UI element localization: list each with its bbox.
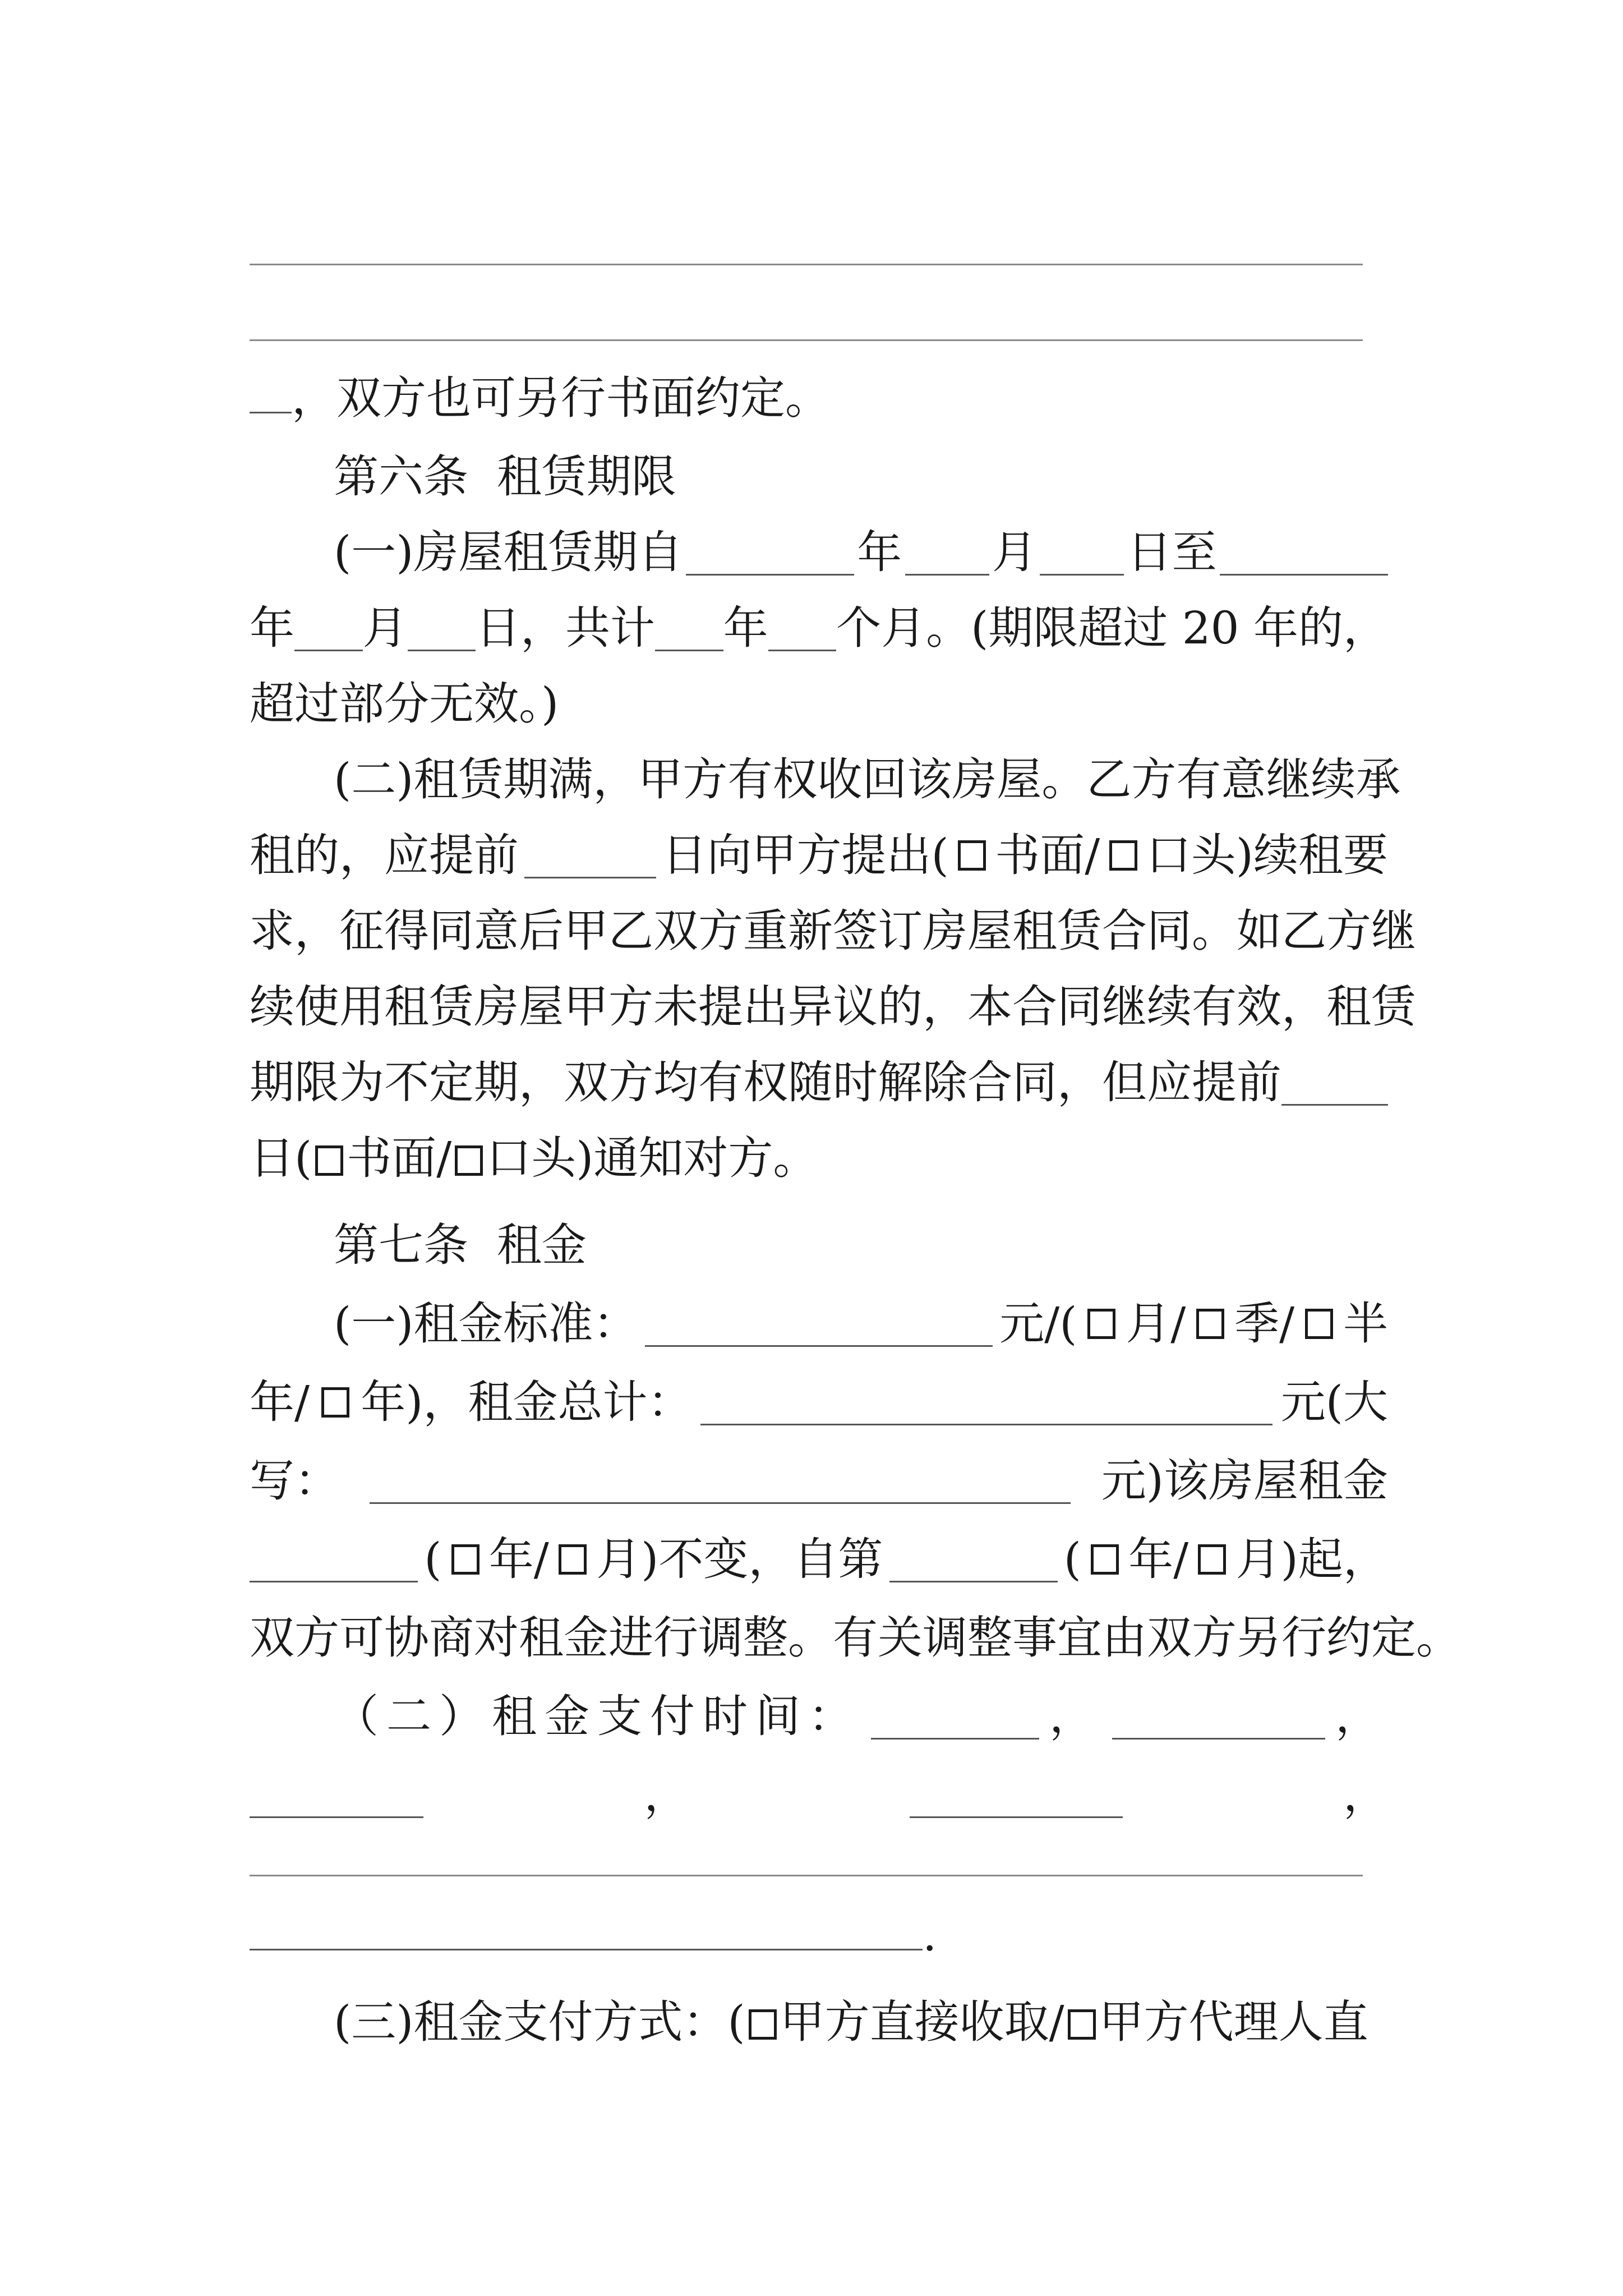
checkbox[interactable] [1305,1309,1333,1339]
text-run: 元/( [999,1297,1077,1350]
checkbox[interactable] [1091,1544,1119,1575]
text-run: . [923,1909,937,1961]
fill-blank [686,530,854,576]
text-run: 月 [992,526,1037,578]
text-run: 续使用租赁房屋甲方未提出异议的，本合同继续有效，租赁 [250,981,1416,1033]
fill-blank [1281,1060,1388,1106]
text-line [250,1442,1388,1520]
fill-blank [645,1301,993,1347]
text-run: 月)起， [1235,1533,1388,1585]
text-run: ( [1063,1533,1081,1585]
fill-blank [910,1773,1123,1818]
text-run: 年 [857,526,902,578]
text-run: 租的，应提前 [250,829,519,881]
text-run: 写： [250,1455,339,1507]
text-run: 口头)续租要 [1146,829,1388,881]
fill-blank [250,1537,418,1582]
text-run: 季/ [1234,1297,1295,1350]
fill-blank [655,606,723,651]
fill-blank [250,368,292,413]
checkbox[interactable] [749,2009,777,2040]
text-line [250,1043,1388,1122]
text-run: 口头)通知对方。 [486,1132,818,1184]
text-run: 日至 [1127,526,1217,578]
text-line [334,1983,1388,2062]
text-run: 日( [250,1132,312,1184]
text-line [250,1363,1388,1442]
fill-blank [408,606,476,651]
text-run: 双方可协商对租金进行调整。有关调整事宜由双方另行约定。 [250,1612,1461,1664]
text-run: 年 [250,602,294,654]
checkbox[interactable] [451,1544,479,1575]
article-6-title: 第六条 租赁期限 [334,450,676,503]
blank-rule-line [250,1875,1363,1876]
blank-rule-line [250,339,1363,341]
text-run: 年/ [488,1533,549,1585]
text-run: ，双方也可另行书面约定。 [292,372,830,424]
text-line [250,359,1388,438]
fill-blank [250,1773,423,1818]
text-line [334,513,1388,592]
checkbox[interactable] [455,1145,483,1176]
text-line [334,1677,1388,1756]
text-run: ， [644,1769,689,1821]
text-run: 期限为不定期，双方均有权随时解除合同，但应提前 [250,1056,1281,1108]
text-run: 日，共计 [476,602,656,654]
text-run: 月/ [1126,1297,1186,1350]
checkbox[interactable] [1196,1309,1224,1339]
checkbox[interactable] [1087,1309,1115,1339]
text-run: (二)租赁期满，甲方有权收回该房屋。乙方有意继续承 [334,753,1401,806]
checkbox[interactable] [958,840,986,871]
checkbox[interactable] [1068,2009,1096,2040]
text-run: 甲方直接收取/ [780,1996,1064,2048]
fill-blank [250,1905,923,1950]
text-run: 日向甲方提出( [662,829,949,881]
text-line [334,740,1401,819]
text-line [250,1520,1388,1599]
text-run: ( [424,1533,442,1585]
fill-blank [768,606,837,651]
text-run: 元)该房屋租金 [1101,1455,1388,1507]
text-line [250,968,1416,1046]
text-run: 半 [1343,1297,1388,1350]
text-line [250,816,1388,895]
text-run: 超过部分无效。) [250,678,559,730]
checkbox[interactable] [1198,1544,1226,1575]
fill-blank [1112,1694,1325,1740]
checkbox[interactable] [321,1387,349,1418]
text-run: 书面/ [995,829,1100,881]
checkbox[interactable] [315,1145,343,1176]
text-line [334,1285,1388,1363]
text-line [250,1119,1388,1198]
text-run: 书面/ [347,1132,452,1184]
text-run: 月 [362,602,408,654]
fill-blank [1040,530,1124,576]
fill-blank [294,606,363,651]
text-run: 个月。(期限超过 20 年的， [836,602,1388,654]
text-run: （二）租金支付时间： [334,1690,861,1742]
text-run: ， [1343,1769,1388,1821]
text-run: ， [1335,1690,1388,1742]
text-line [250,1599,1461,1677]
article-7-title: 第七条 租金 [334,1219,587,1271]
text-run: 年/ [1128,1533,1189,1585]
text-run: 年)，租金总计： [361,1376,693,1428]
text-run: (一)租金标准： [334,1297,638,1350]
text-line [250,892,1416,970]
text-run: 月)不变，自第 [596,1533,883,1585]
text-run: 年 [723,602,768,654]
text-run: ， [1049,1690,1102,1742]
fill-blank [700,1380,1272,1425]
fill-blank [370,1458,1071,1504]
text-line [250,1756,1388,1834]
blank-rule-line [250,264,1363,265]
fill-blank [524,833,656,878]
text-run: 甲方代理人直 [1099,1996,1368,2048]
fill-blank [1220,530,1388,576]
text-line [250,1896,1388,1975]
text-run: 年/ [250,1376,310,1428]
text-run: 求，征得同意后甲乙双方重新签订房屋租赁合同。如乙方继 [250,905,1416,957]
fill-blank [871,1694,1039,1740]
text-run: 元(大 [1280,1376,1388,1428]
checkbox[interactable] [559,1544,587,1575]
text-run: (三)租金支付方式：( [334,1996,745,2048]
text-run: (一)房屋租赁期自 [334,526,683,578]
text-line [250,589,1388,668]
fill-blank [905,530,989,576]
checkbox[interactable] [1109,840,1137,871]
text-line [250,665,1388,743]
fill-blank [889,1537,1058,1582]
